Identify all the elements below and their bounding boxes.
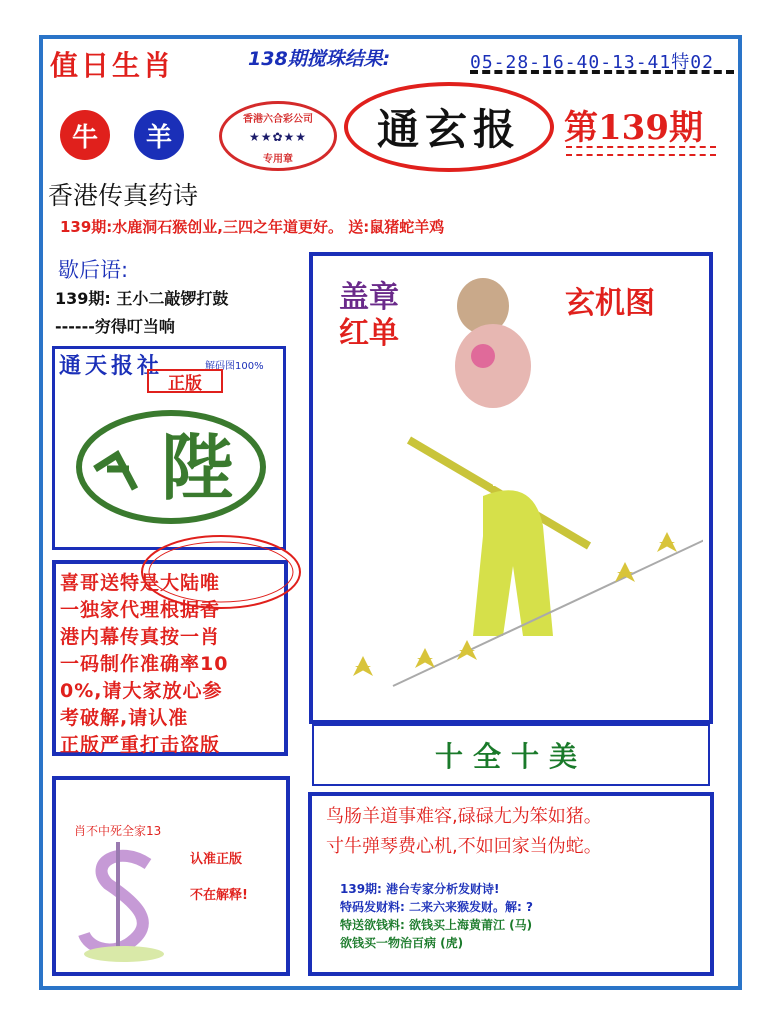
- issue-number: 第139期: [564, 108, 703, 148]
- bottom-poem-line-2: 寸牛弹琴费心机,不如回家当伪蛇。: [326, 836, 602, 857]
- main-right-title: 玄机图: [565, 286, 655, 321]
- bottom-poem-box: [308, 792, 714, 976]
- bottom-left-label-1: 认准正版: [190, 852, 243, 867]
- bottom-left-label-2: 不在解释!: [190, 888, 248, 903]
- xiehouyu-line-2: ------穷得叮当响: [55, 317, 175, 336]
- promo-line-2: 一独家代理根据香: [60, 599, 221, 621]
- promo-line-5: 0%,请大家放心参: [60, 680, 223, 702]
- zodiac-1-label: 牛: [71, 122, 98, 153]
- tongtian-logo-char: 陛: [160, 425, 234, 510]
- zodiac-circle-1: [60, 110, 110, 160]
- bottom-poem-s4: 欲钱买一物治百病 (虎): [340, 936, 464, 950]
- promo-line-3: 港内幕传真按一肖: [60, 626, 221, 648]
- promo-line-1: 喜哥送特是大陆唯: [60, 572, 221, 594]
- company-seal: [219, 101, 337, 171]
- seal-stars: ★★✿★★: [248, 130, 308, 144]
- zodiac-2-label: 羊: [145, 122, 172, 153]
- bottom-poem-s1: 139期: 港台专家分析发财诗!: [340, 882, 500, 896]
- issue-underline-1: [566, 146, 716, 148]
- bottom-poem-s3: 特送欲钱料: 欲钱买上海黄莆江 (马): [340, 918, 533, 932]
- bottom-poem-line-1: 鸟肠羊道事难容,碌碌尢为笨如猪。: [326, 806, 602, 827]
- genuine-stamp-text: 正版: [168, 373, 202, 394]
- xiehouyu-line-1: 139期: 王小二敲锣打鼓: [55, 289, 229, 308]
- decode-badge: 解码图100%: [205, 361, 264, 372]
- main-left-title-2: 红单: [339, 316, 399, 351]
- tongtian-box: [52, 346, 286, 550]
- bottom-left-title: 肖不中死全家13: [74, 824, 162, 838]
- zodiac-of-day-title: 值日生肖: [50, 49, 175, 82]
- draw-result-label: 138期搅珠结果:: [248, 48, 391, 70]
- brand-oval: [344, 82, 554, 172]
- tongtian-logo: [73, 407, 269, 527]
- brand-title: 通玄报: [376, 105, 521, 154]
- issue-underline-2: [566, 154, 716, 156]
- bottom-left-box: [52, 776, 290, 976]
- monkey-illustration: [333, 276, 703, 696]
- draw-result-numbers: 05-28-16-40-13-41特02: [470, 52, 714, 73]
- seal-top-text: 香港六合彩公司: [243, 114, 313, 125]
- promo-line-6: 考破解,请认准: [60, 707, 189, 729]
- main-illustration-box: [309, 252, 713, 724]
- xiehouyu-title: 歇后语:: [58, 258, 129, 282]
- bottom-poem-s2: 特码发财料: 二来六来猴发财。解: ?: [340, 900, 533, 914]
- main-left-title-1: 盖章: [339, 280, 399, 315]
- genuine-stamp: [147, 369, 223, 393]
- poem-title: 香港传真药诗: [48, 181, 199, 210]
- poem-line: 139期:水鹿洞石猴创业,三四之年道更好。 送:鼠猪蛇羊鸡: [60, 218, 445, 236]
- red-oval-stamp: [138, 532, 304, 612]
- promo-line-4: 一码制作准确率10: [60, 653, 229, 675]
- tongtian-title: 通天报社: [59, 354, 164, 379]
- zodiac-circle-2: [134, 110, 184, 160]
- shiquan-box: [312, 724, 710, 786]
- shiquan-text: 十全十美: [434, 740, 587, 773]
- result-underline: [470, 70, 734, 74]
- dollar-sign-illustration: [68, 834, 180, 964]
- promo-line-7: 正版严重打击盗版: [60, 734, 221, 756]
- seal-bottom-text: 专用章: [263, 154, 293, 165]
